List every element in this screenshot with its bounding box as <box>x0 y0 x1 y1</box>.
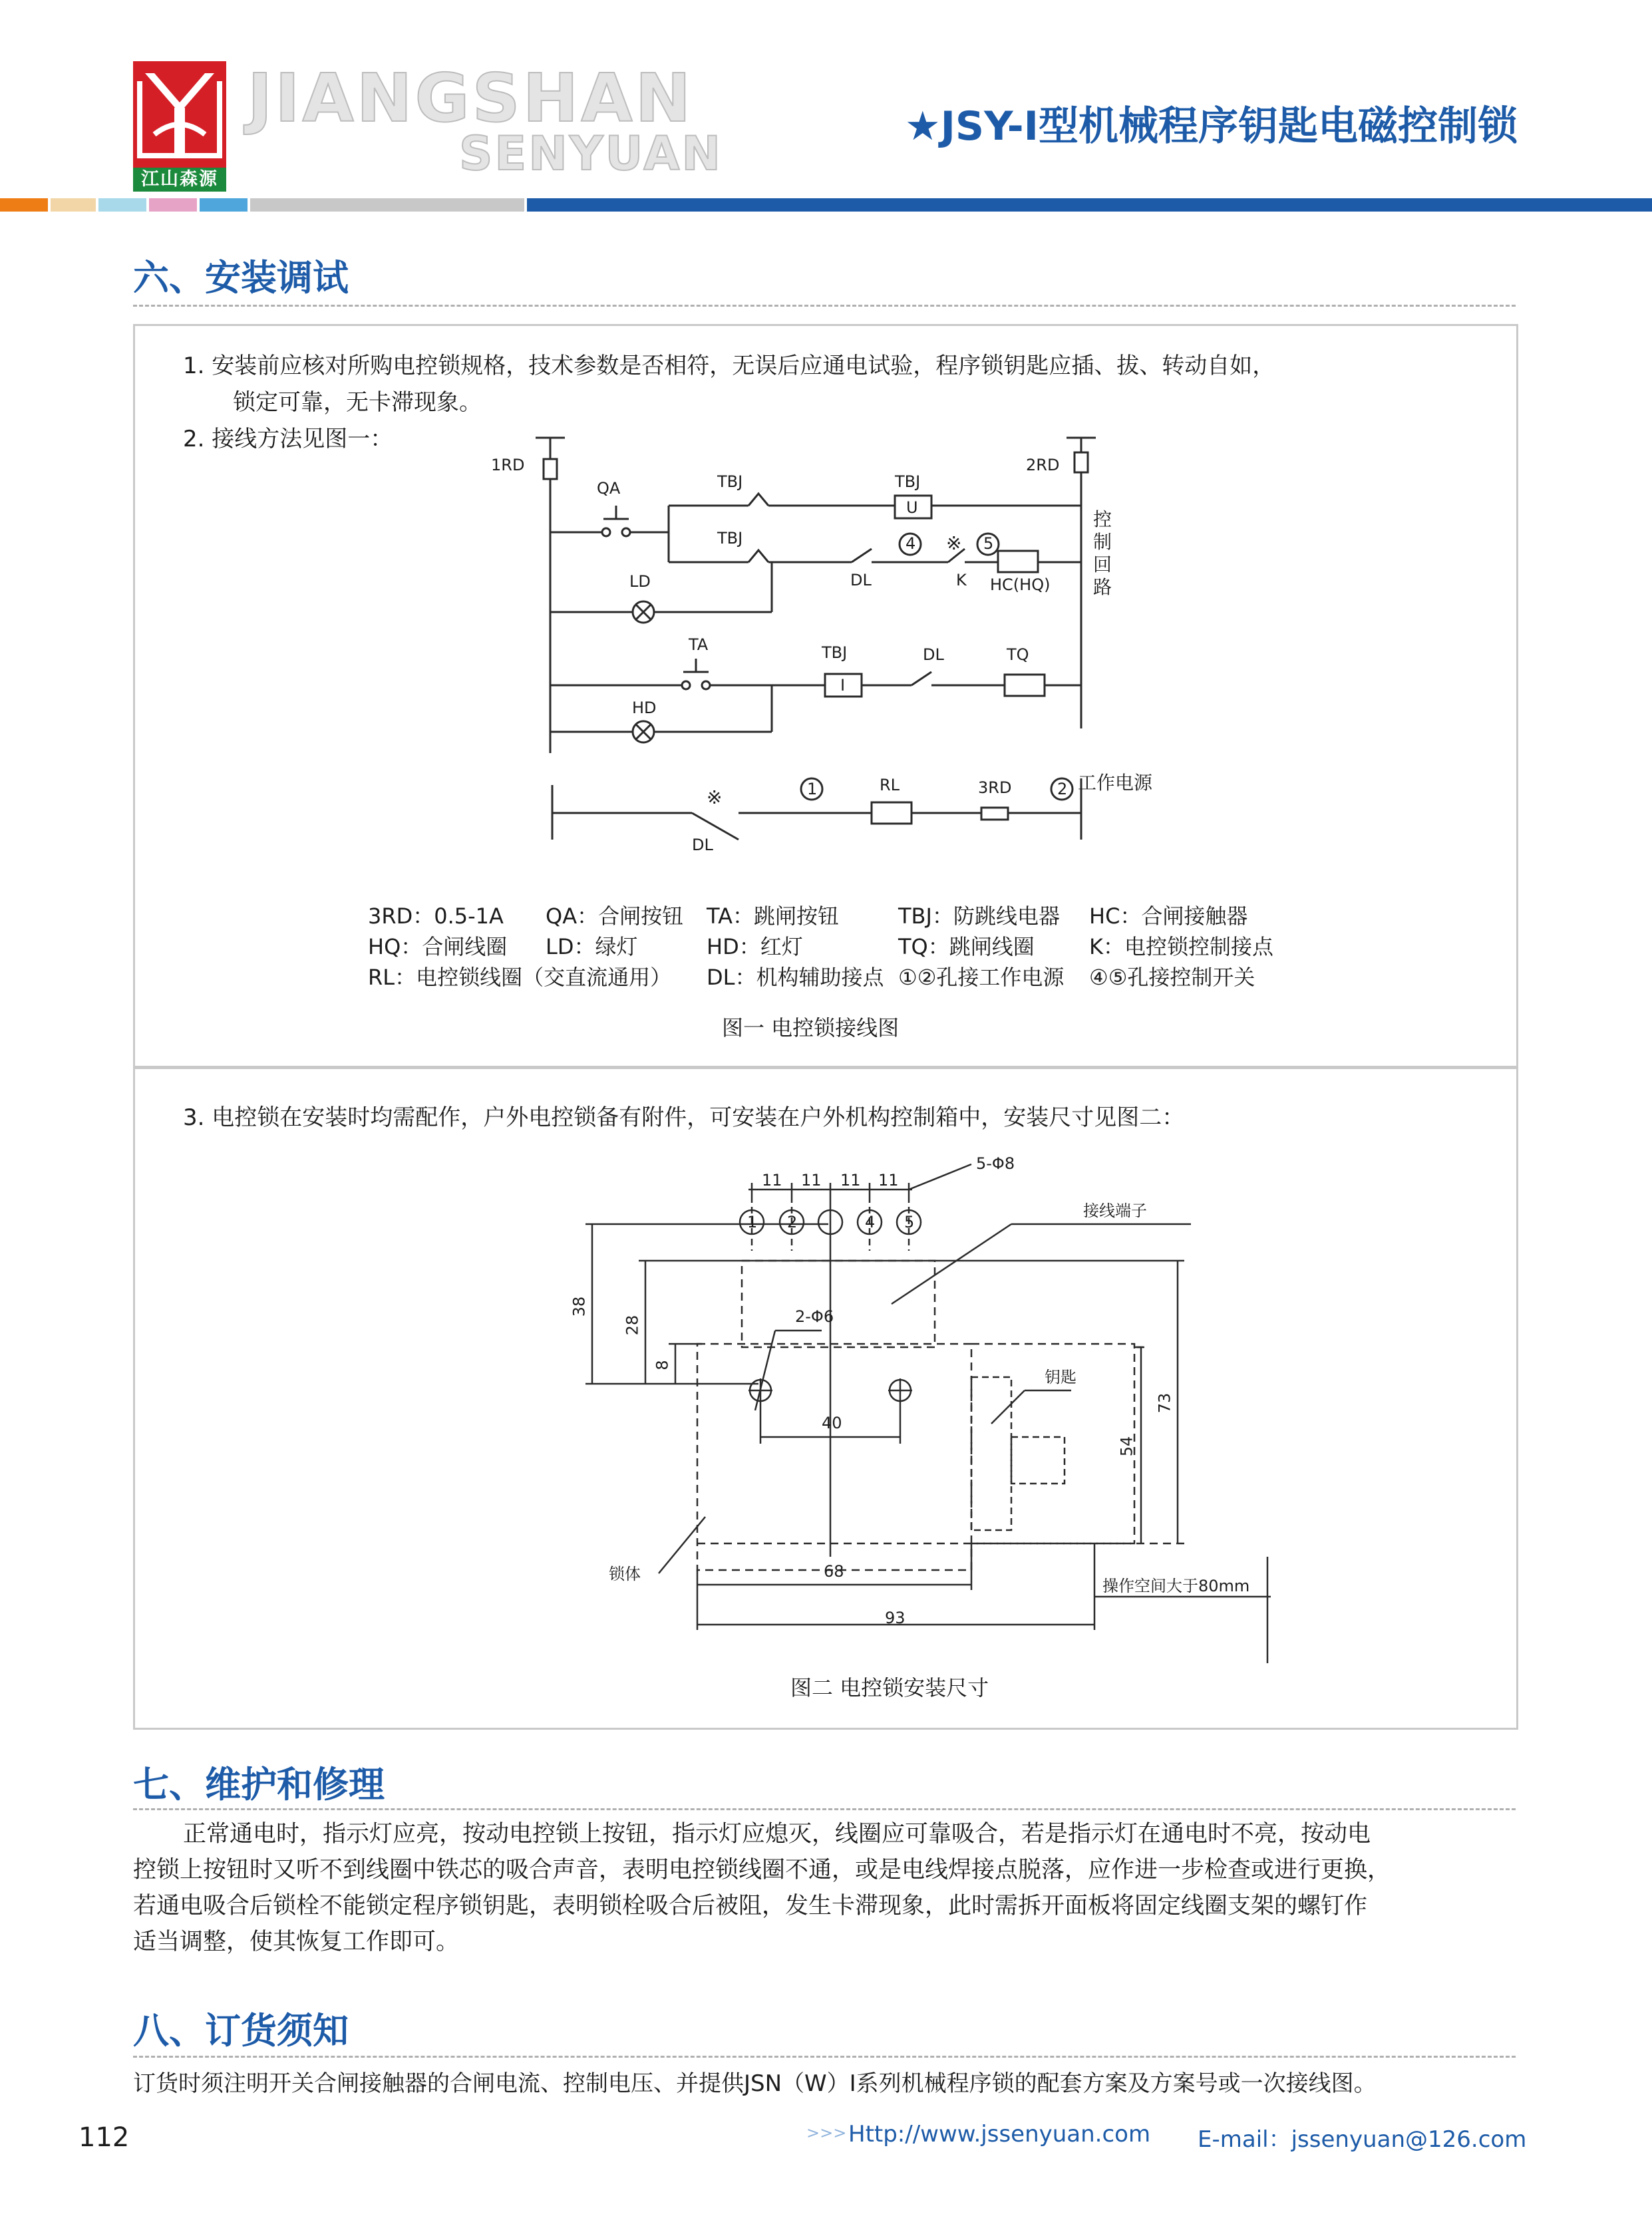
section-title-ordering: 八、订货须知 <box>133 2010 349 2052</box>
dim-68: 68 <box>824 1562 844 1581</box>
label-dl-bottom: DL <box>692 836 713 854</box>
label-dl-low: DL <box>923 645 944 664</box>
label-hd: HD <box>632 699 657 717</box>
dim-11-a: 11 <box>762 1171 782 1190</box>
label-terminal: 接线端子 <box>1083 1201 1147 1220</box>
dim-2-phi6: 2-Φ6 <box>795 1307 834 1326</box>
label-rl: RL <box>880 776 900 794</box>
maintenance-line-4: 适当调整，使其恢复工作即可。 <box>133 1929 460 1955</box>
legend-qa: QA：合闸按钮 <box>546 903 684 929</box>
install-item-3: 3. 电控锁在安装时均需配作，户外电控锁备有附件，可安装在户外机构控制箱中，安装尺寸见图二： <box>183 1104 1185 1131</box>
dim-8: 8 <box>653 1360 672 1370</box>
install-item-1-line-2: 锁定可靠，无卡滞现象。 <box>233 389 482 416</box>
label-2: 2 <box>1057 780 1068 798</box>
label-clearance: 操作空间大于80mm <box>1102 1577 1250 1595</box>
label-i: I <box>840 676 846 695</box>
label-control-circuit: 控制回路 <box>1093 508 1112 598</box>
label-tbj-top: TBJ <box>717 472 743 491</box>
footer-url[interactable]: Http://www.jssenyuan.com <box>848 2121 1151 2148</box>
label-tbj-low: TBJ <box>822 643 848 662</box>
figure-2-caption: 图二 电控锁安装尺寸 <box>790 1675 989 1700</box>
terminal-4: 4 <box>865 1213 876 1231</box>
section-divider <box>133 1808 1516 1810</box>
legend-ta: TA：跳闸按钮 <box>707 903 839 929</box>
maintenance-line-2: 控锁上按钮时又听不到线圈中铁芯的吸合声音，表明电控锁线圈不通，或是电线焊接点脱落，应作进一步检查或进行更换， <box>133 1857 1391 1883</box>
dim-93: 93 <box>885 1609 906 1627</box>
label-dl-mid: DL <box>850 571 872 589</box>
ordering-text: 订货时须注明开关合闸接触器的合闸电流、控制电压、并提供JSN（W）I系列机械程序锁的配套方案及方案号或一次接线图。 <box>133 2070 1377 2097</box>
dim-40: 40 <box>822 1414 842 1432</box>
label-tbj-mid: TBJ <box>717 529 743 548</box>
legend-ld: LD：绿灯 <box>546 934 638 959</box>
label-k: K <box>956 571 967 589</box>
legend-hd: HD：红灯 <box>707 934 803 959</box>
maintenance-line-3: 若通电吸合后锁栓不能锁定程序锁钥匙，表明锁栓吸合后被阻，发生卡滞现象，此时需拆开面板将固定线圈支架的螺钉作 <box>133 1893 1368 1919</box>
legend-k: K：电控锁控制接点 <box>1089 934 1273 959</box>
legend-tbj: TBJ：防跳线电器 <box>898 903 1060 929</box>
dim-54: 54 <box>1117 1436 1136 1457</box>
section-title-maintenance: 七、维护和修理 <box>133 1764 385 1806</box>
dim-73: 73 <box>1155 1392 1174 1414</box>
label-5: 5 <box>983 534 994 553</box>
label-ta: TA <box>689 635 709 654</box>
label-tq: TQ <box>1007 645 1029 664</box>
label-3rd: 3RD <box>978 778 1012 797</box>
footer-arrows: >>> <box>806 2124 847 2142</box>
section-divider <box>133 2056 1516 2058</box>
legend-hq: HQ：合闸线圈 <box>368 934 508 959</box>
brand-cn: 江山森源 <box>133 168 226 192</box>
terminal-5: 5 <box>904 1213 915 1231</box>
brand-en-senyuan: SENYUAN <box>459 126 723 181</box>
dim-28: 28 <box>623 1315 642 1336</box>
legend-control-holes: ④⑤孔接控制开关 <box>1089 965 1255 990</box>
label-qa: QA <box>597 479 621 498</box>
legend-power-holes: ①②孔接工作电源 <box>898 965 1065 990</box>
page-number: 112 <box>79 2122 130 2153</box>
label-1rd: 1RD <box>491 456 525 474</box>
maintenance-line-1: 正常通电时，指示灯应亮，按动电控锁上按钮，指示灯应熄灭，线圈应可靠吸合，若是指示灯在通电时不亮，按动电 <box>183 1821 1371 1847</box>
terminal-2: 2 <box>787 1213 798 1231</box>
label-2rd: 2RD <box>1026 456 1060 474</box>
label-u: U <box>906 498 918 517</box>
label-4: 4 <box>906 534 916 553</box>
legend-dl: DL：机构辅助接点 <box>707 965 884 990</box>
legend-tq: TQ：跳闸线圈 <box>898 934 1035 959</box>
dim-11-b: 11 <box>801 1171 822 1190</box>
terminal-1: 1 <box>747 1213 758 1231</box>
figure-1-caption: 图一 电控锁接线图 <box>722 1015 900 1040</box>
legend-3rd: 3RD：0.5-1A <box>368 903 504 929</box>
brand-en-jiangshan: JIANGSHAN <box>248 59 694 137</box>
label-tbj-coil-top: TBJ <box>895 472 921 491</box>
dim-11-c: 11 <box>840 1171 861 1190</box>
document-title: ★JSY-I型机械程序钥匙电磁控制锁 <box>904 103 1518 150</box>
install-item-1-line-1: 1. 安装前应核对所购电控锁规格，技术参数是否相符，无误后应通电试验，程序锁钥匙应插、拔、转动自如， <box>183 353 1275 379</box>
dim-holes-5-phi8: 5-Φ8 <box>976 1154 1015 1173</box>
label-lock-body: 锁体 <box>609 1565 641 1583</box>
dim-11-d: 11 <box>878 1171 899 1190</box>
label-ld: LD <box>629 572 651 591</box>
legend-rl: RL：电控锁线圈（交直流通用） <box>368 965 672 990</box>
dim-38: 38 <box>570 1296 589 1317</box>
label-asterisk-2: ※ <box>707 786 723 808</box>
label-hc: HC(HQ) <box>990 575 1051 594</box>
dimension-drawing <box>0 1131 1652 1663</box>
label-key: 钥匙 <box>1045 1368 1076 1386</box>
label-working-power: 工作电源 <box>1078 772 1153 794</box>
footer-email[interactable]: E-mail：jssenyuan@126.com <box>1198 2126 1527 2153</box>
legend-hc: HC：合闸接触器 <box>1089 903 1248 929</box>
install-item-2: 2. 接线方法见图一： <box>183 426 393 452</box>
section-title-installation: 六、安装调试 <box>133 257 349 299</box>
label-1: 1 <box>807 780 818 798</box>
label-asterisk: ※ <box>946 532 962 554</box>
